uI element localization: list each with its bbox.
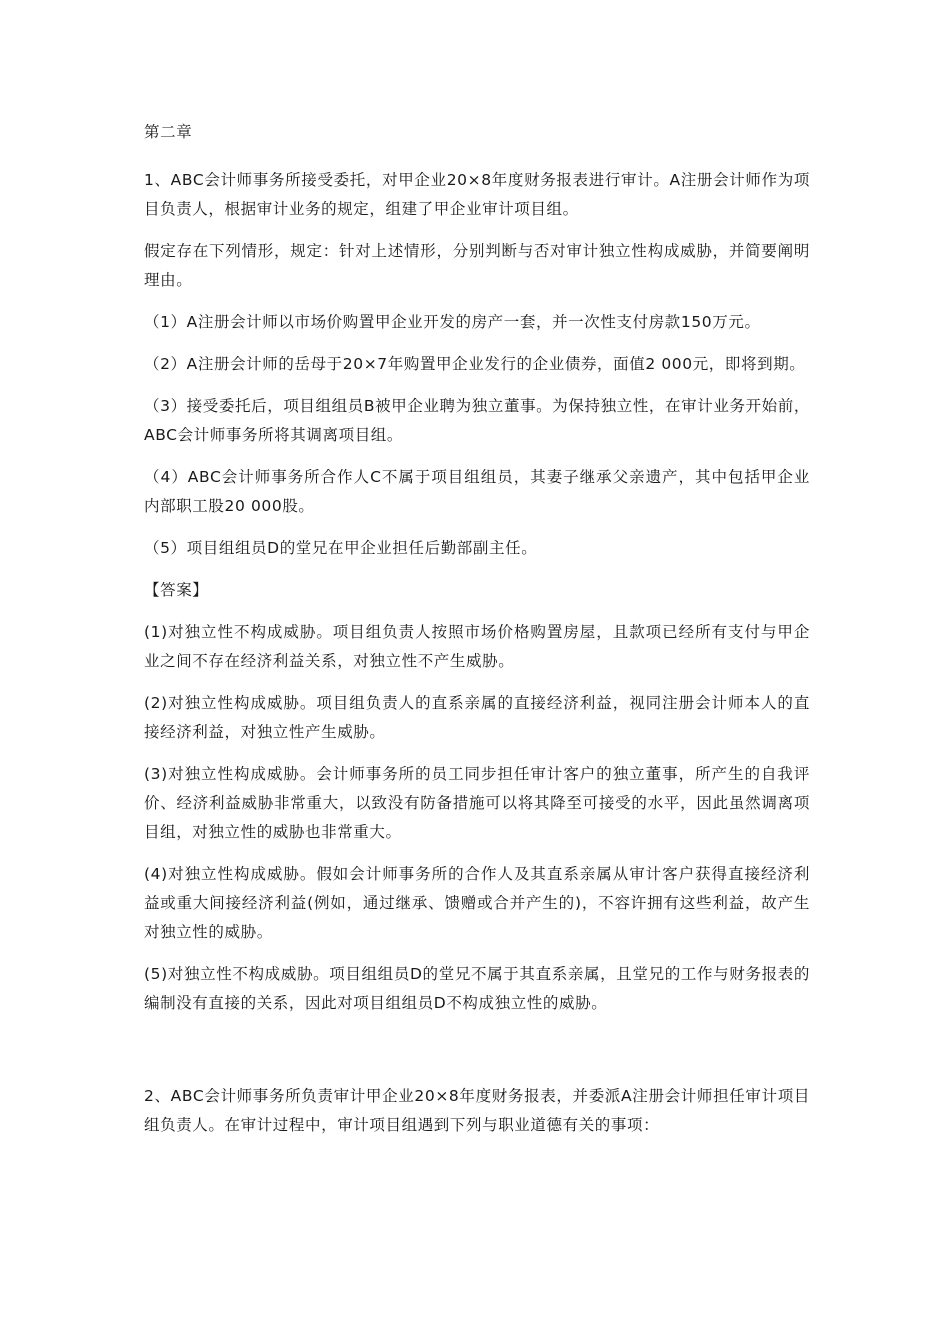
chapter-title: 第二章 xyxy=(144,123,193,141)
question-1-instruction: 假定存在下列情形，规定：针对上述情形，分别判断与否对审计独立性构成威胁，并简要阐明理由。 xyxy=(144,242,810,289)
case-item-1: （1）A注册会计师以市场价购置甲企业开发的房产一套，并一次性支付房款150万元。 xyxy=(144,313,761,331)
case-item-5: （5）项目组组员D的堂兄在甲企业担任后勤部副主任。 xyxy=(144,539,538,557)
answer-item-1: (1)对独立性不构成威胁。项目组负责人按照市场价格购置房屋，且款项已经所有支付与甲企业之间不存在经济利益关系，对独立性不产生威胁。 xyxy=(144,623,810,670)
section-spacer xyxy=(144,1031,810,1082)
answer-item-4: (4)对独立性构成威胁。假如会计师事务所的合作人及其直系亲属从审计客户获得直接经济利益或重大间接经济利益(例如，通过继承、馈赠或合并产生的)，不容许拥有这些利益，故产生对独立性的威胁。 xyxy=(144,865,811,941)
question-2-intro: 2、ABC会计师事务所负责审计甲企业20×8年度财务报表，并委派A注册会计师担任审计项目组负责人。在审计过程中，审计项目组遇到下列与职业道德有关的事项： xyxy=(144,1087,810,1134)
answer-item-3: (3)对独立性构成威胁。会计师事务所的员工同步担任审计客户的独立董事，所产生的自我评价、经济利益威胁非常重大，以致没有防备措施可以将其降至可接受的水平，因此虽然调离项目组，对独立性的威胁也非常重大。 xyxy=(144,765,810,841)
case-item-3: （3）接受委托后，项目组组员B被甲企业聘为独立董事。为保持独立性，在审计业务开始前，ABC会计师事务所将其调离项目组。 xyxy=(144,397,810,444)
case-item-4: （4）ABC会计师事务所合作人C不属于项目组组员，其妻子继承父亲遗产，其中包括甲企业内部职工股20 000股。 xyxy=(144,468,810,515)
document-page xyxy=(144,118,810,1153)
answer-label: 【答案】 xyxy=(144,581,209,599)
case-item-2: （2）A注册会计师的岳母于20×7年购置甲企业发行的企业债券，面值2 000元，即将到期。 xyxy=(144,355,806,373)
answer-item-5: (5)对独立性不构成威胁。项目组组员D的堂兄不属于其直系亲属，且堂兄的工作与财务报表的编制没有直接的关系，因此对项目组组员D不构成独立性的威胁。 xyxy=(144,965,810,1012)
answer-item-2: (2)对独立性构成威胁。项目组负责人的直系亲属的直接经济利益，视同注册会计师本人的直接经济利益，对独立性产生威胁。 xyxy=(144,694,810,741)
question-1-intro: 1、ABC会计师事务所接受委托，对甲企业20×8年度财务报表进行审计。A注册会计师作为项目负责人，根据审计业务的规定，组建了甲企业审计项目组。 xyxy=(144,171,810,218)
